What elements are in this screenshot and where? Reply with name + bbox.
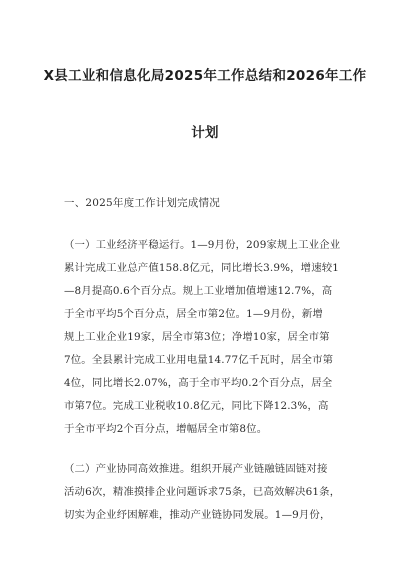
paragraph-line: 规上工业企业19家，居全市第3位；净增10家，居全市第	[64, 331, 330, 343]
paragraph-line: 7位。全县累计完成工业用电量14.77亿千瓦时，居全市第	[64, 354, 334, 366]
paragraph-line: （二）产业协同高效推进。组织开展产业链融链固链对接	[64, 463, 328, 475]
document-title-line-2: 计划	[191, 125, 219, 141]
paragraph-line: 切实为企业纾困解难，推动产业链协同发展。1—9月份，	[64, 509, 331, 521]
paragraph-line: 4位，同比增长2.07%，高于全市平均0.2个百分点，居全	[64, 377, 333, 389]
paragraph-line: 于全市平均5个百分点，居全市第2位。1—9月份，新增	[64, 308, 323, 320]
paragraph-line: 市第7位。完成工业税收10.8亿元，同比下降12.3%，高	[64, 400, 329, 412]
paragraph-line: （一）工业经济平稳运行。1—9月份，209家规上工业企业	[64, 239, 341, 251]
paragraph-line: 于全市平均2个百分点，增幅居全市第8位。	[64, 423, 268, 435]
paragraph-line: 活动6次，精准摸排企业问题诉求75条，已高效解决61条，	[64, 486, 341, 498]
paragraph-line: —8月提高0.6个百分点。规上工业增加值增速12.7%，高	[64, 285, 333, 297]
document-title-line-1: X县工业和信息化局2025年工作总结和2026年工作	[43, 68, 367, 84]
section-heading: 一、2025年度工作计划完成情况	[64, 197, 220, 209]
paragraph-line: 累计完成工业总产值158.8亿元，同比增长3.9%，增速较1	[64, 262, 340, 274]
